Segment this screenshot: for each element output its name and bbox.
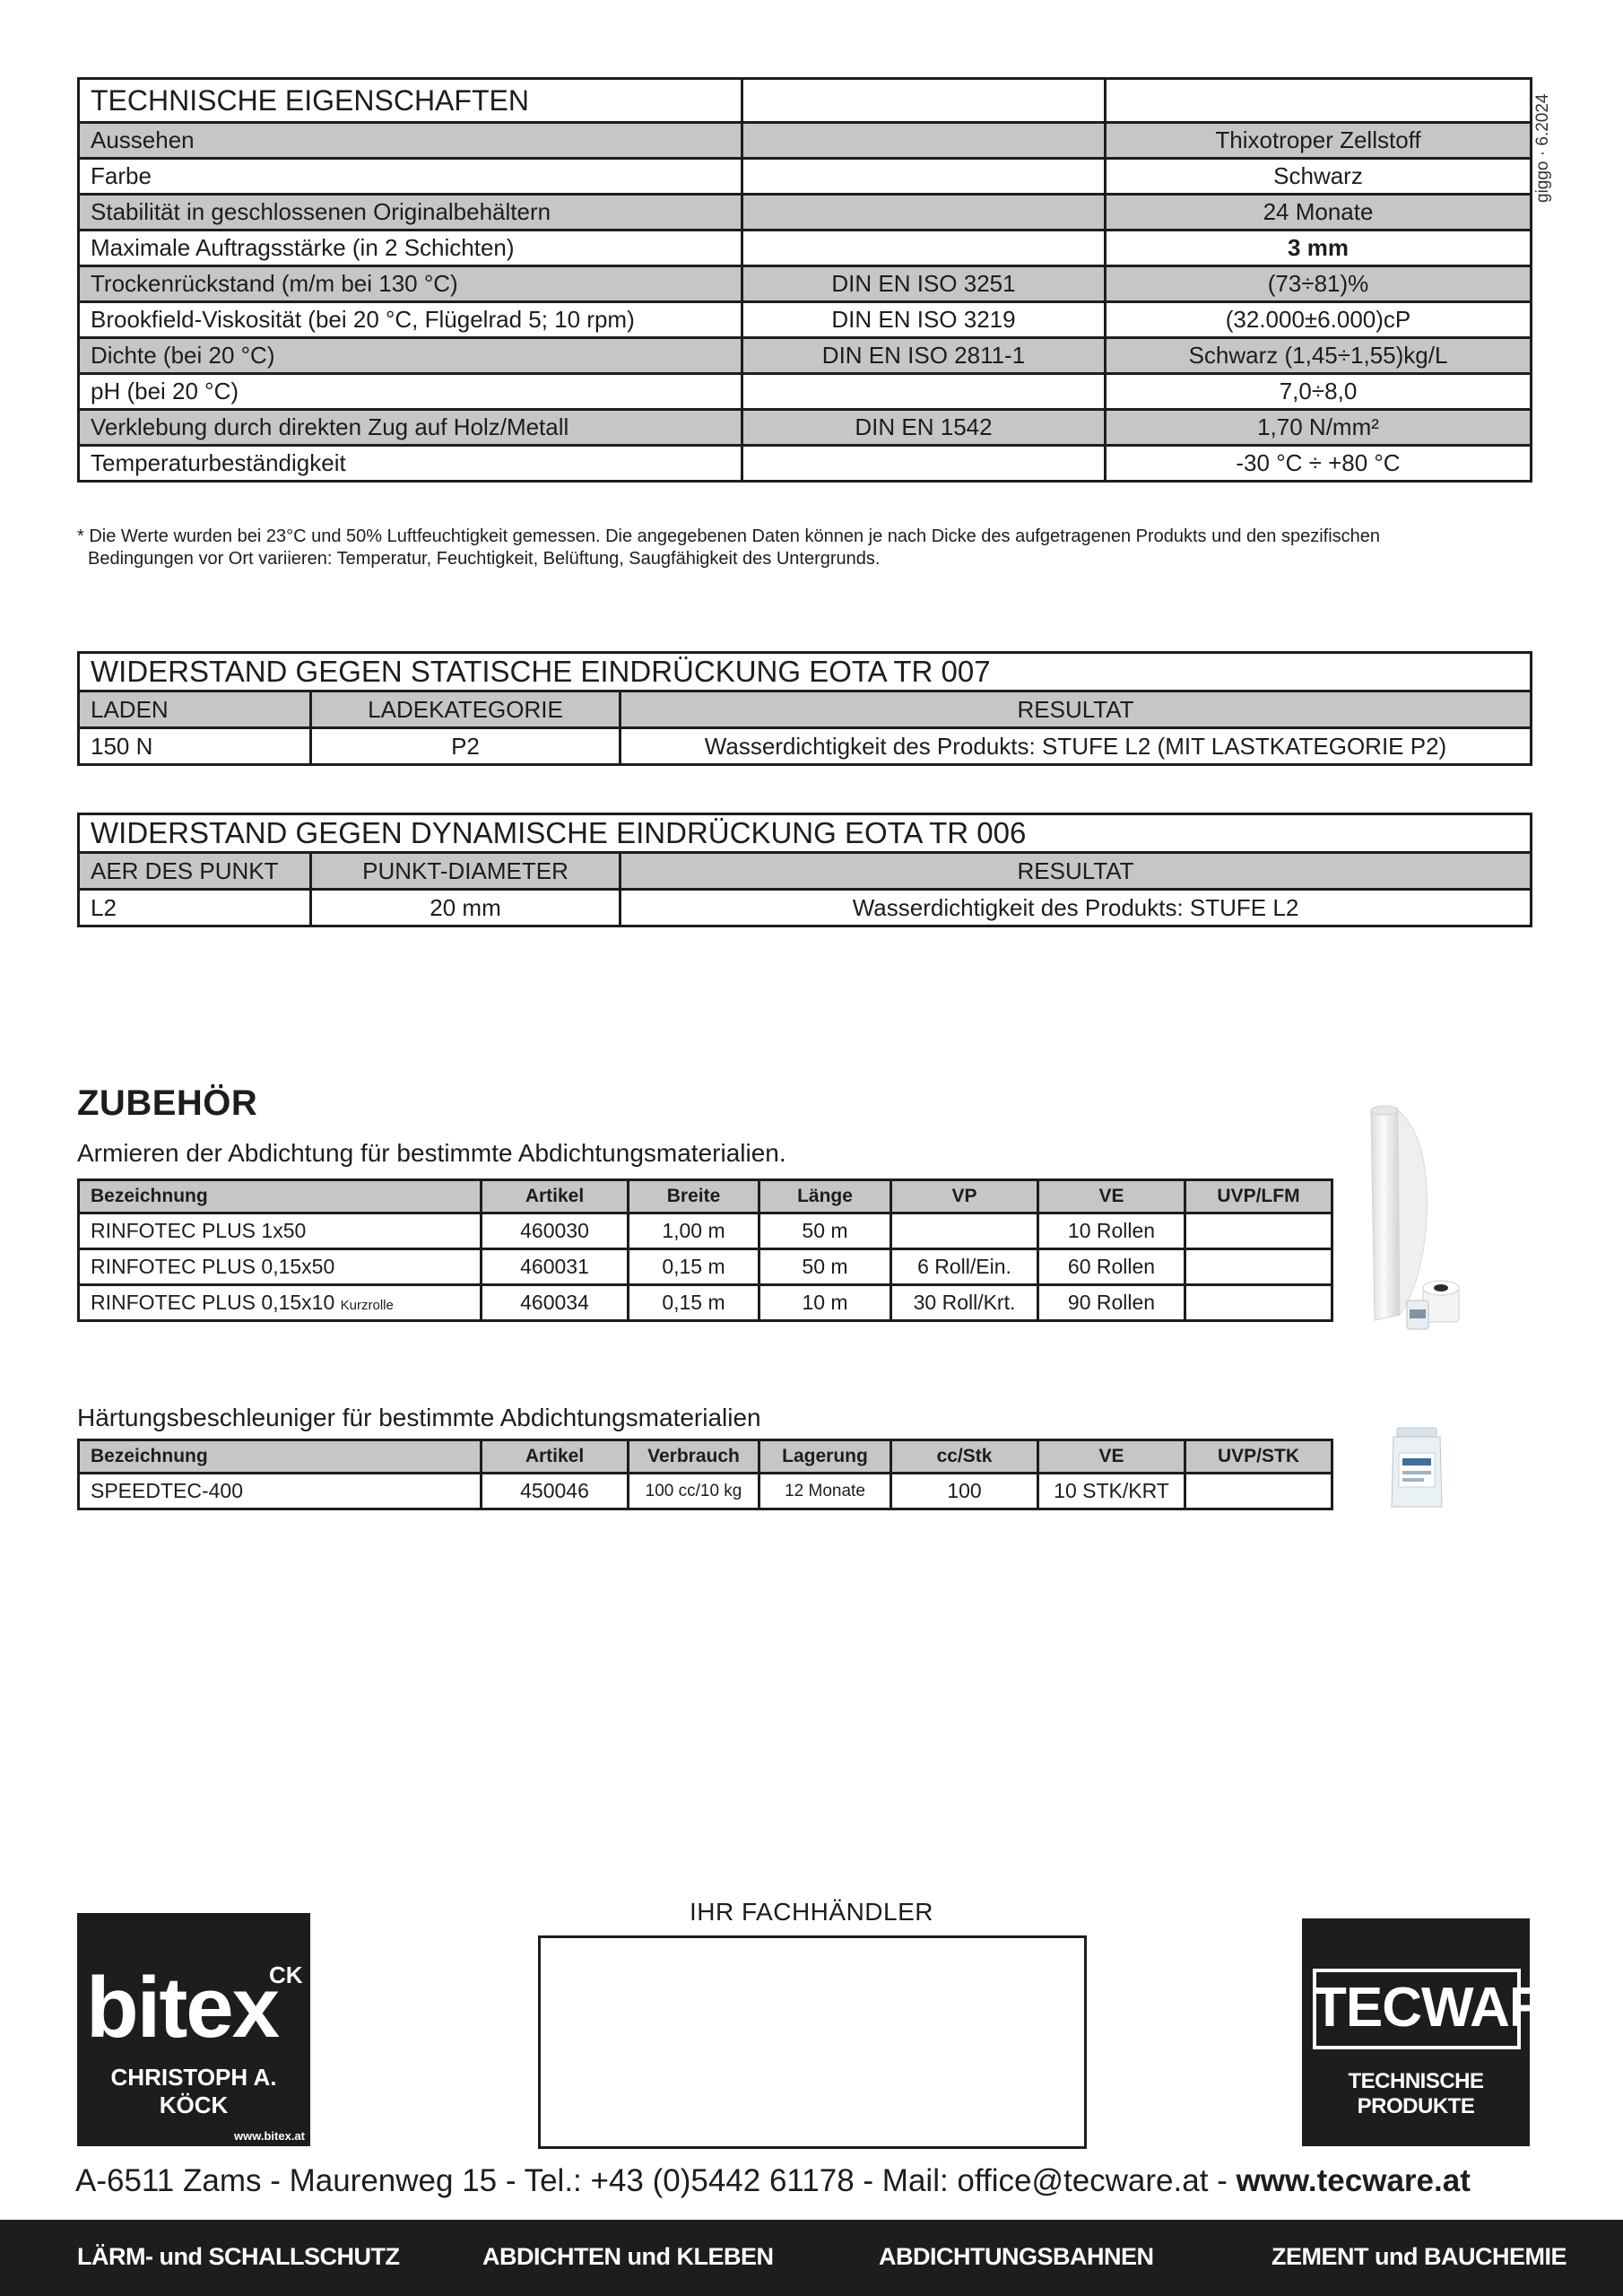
- table-row: RINFOTEC PLUS 1x50 460030 1,00 m 50 m 10 Rollen: [79, 1213, 1332, 1249]
- dealer-stamp-box: [538, 1935, 1087, 2149]
- website-link[interactable]: www.tecware.at: [1236, 2163, 1471, 2198]
- table-row: Verklebung durch direkten Zug auf Holz/Metall DIN EN 1542 1,70 N/mm²: [79, 410, 1532, 446]
- fleece-roll-image: [1367, 1101, 1475, 1336]
- technical-properties-table: [77, 77, 1532, 483]
- document-version-note: giggo · 6.2024: [1533, 93, 1552, 203]
- table-row: L2 20 mm Wasserdichtigkeit des Produkts: STUFE L2: [79, 890, 1532, 926]
- table-row: Stabilität in geschlossenen Originalbehältern 24 Monate: [79, 195, 1532, 230]
- table-row: SPEEDTEC-400 450046 100 cc/10 kg 12 Monate 100 10 STK/KRT: [79, 1474, 1332, 1509]
- category-sealing-bonding: ABDICHTEN und KLEBEN: [482, 2243, 774, 2270]
- static-indentation-table: [77, 651, 1532, 766]
- dealer-label: IHR FACHHÄNDLER: [690, 1898, 933, 1926]
- table-row: Maximale Auftragsstärke (in 2 Schichten) 3 mm: [79, 230, 1532, 266]
- table-row: Temperaturbeständigkeit -30 °C ÷ +80 °C: [79, 446, 1532, 482]
- table-header-row: [79, 79, 1532, 123]
- table-title: WIDERSTAND GEGEN DYNAMISCHE EINDRÜCKUNG EOTA TR 006: [79, 814, 1532, 853]
- table-title: TECHNISCHE EIGENSCHAFTEN: [79, 79, 742, 123]
- table-header-row: LADEN LADEKATEGORIE RESULTAT: [79, 691, 1532, 728]
- accelerator-table: [77, 1439, 1333, 1510]
- table-row: Trockenrückstand (m/m bei 130 °C) DIN EN ISO 3251 (73÷81)%: [79, 266, 1532, 302]
- accelerator-subtitle: Härtungsbeschleuniger für bestimmte Abdichtungsmaterialien: [77, 1404, 761, 1431]
- table-row: pH (bei 20 °C) 7,0÷8,0: [79, 374, 1532, 410]
- category-bar: [0, 2220, 1623, 2296]
- dynamic-indentation-table: [77, 813, 1532, 927]
- category-sealing-membranes: ABDICHTUNGSBAHNEN: [879, 2243, 1154, 2270]
- table-row: Aussehen Thixotroper Zellstoff: [79, 123, 1532, 159]
- category-cement-chemicals: ZEMENT und BAUCHEMIE: [1271, 2243, 1567, 2270]
- table-row: RINFOTEC PLUS 0,15x10 Kurzrolle 460034 0,15 m 10 m 30 Roll/Krt. 90 Rollen: [79, 1285, 1332, 1321]
- table-row: Dichte (bei 20 °C) DIN EN ISO 2811-1 Schwarz (1,45÷1,55)kg/L: [79, 338, 1532, 374]
- table-header-row: Bezeichnung Artikel Verbrauch Lagerung cc/Stk VE UVP/STK: [79, 1440, 1332, 1474]
- bitex-logo: bitex CK CHRISTOPH A. KÖCK www.bitex.at: [77, 1913, 310, 2146]
- table-row: RINFOTEC PLUS 0,15x50 460031 0,15 m 50 m 6 Roll/Ein. 60 Rollen: [79, 1249, 1332, 1285]
- reinforcement-subtitle: Armieren der Abdichtung für bestimmte Abdichtungsmaterialien.: [77, 1139, 786, 1167]
- accessories-heading: ZUBEHÖR: [77, 1083, 258, 1123]
- company-address: A-6511 Zams - Maurenweg 15 - Tel.: +43 (0)5442 61178 - Mail: office@tecware.at - www.tecware.at: [75, 2163, 1471, 2198]
- reinforcement-table: [77, 1178, 1333, 1322]
- table-row: Farbe Schwarz: [79, 159, 1532, 195]
- measurement-footnote: * Die Werte wurden bei 23°C und 50% Luftfeuchtigkeit gemessen. Die angegebenen Daten können je nach Dicke des aufgetragenen Produkts und den spezifischen Bedingungen vor Ort variieren: Temperatur, Feuchtigkeit, Belüftung, Saugfähigkeit des Untergrunds.: [77, 526, 1381, 569]
- table-title: WIDERSTAND GEGEN STATISCHE EINDRÜCKUNG EOTA TR 007: [79, 653, 1532, 691]
- tecware-logo: TECWARE TECHNISCHE PRODUKTE: [1302, 1918, 1530, 2146]
- table-row: 150 N P2 Wasserdichtigkeit des Produkts: STUFE L2 (MIT LASTKATEGORIE P2): [79, 728, 1532, 765]
- category-noise-protection: LÄRM- und SCHALLSCHUTZ: [77, 2243, 400, 2270]
- table-header-row: Bezeichnung Artikel Breite Länge VP VE UVP/LFM: [79, 1180, 1332, 1213]
- table-row: Brookfield-Viskosität (bei 20 °C, Flügelrad 5; 10 rpm) DIN EN ISO 3219 (32.000±6.000)cP: [79, 302, 1532, 338]
- table-header-row: AER DES PUNKT PUNKT-DIAMETER RESULTAT: [79, 853, 1532, 890]
- accelerator-bottle-image: [1388, 1426, 1445, 1512]
